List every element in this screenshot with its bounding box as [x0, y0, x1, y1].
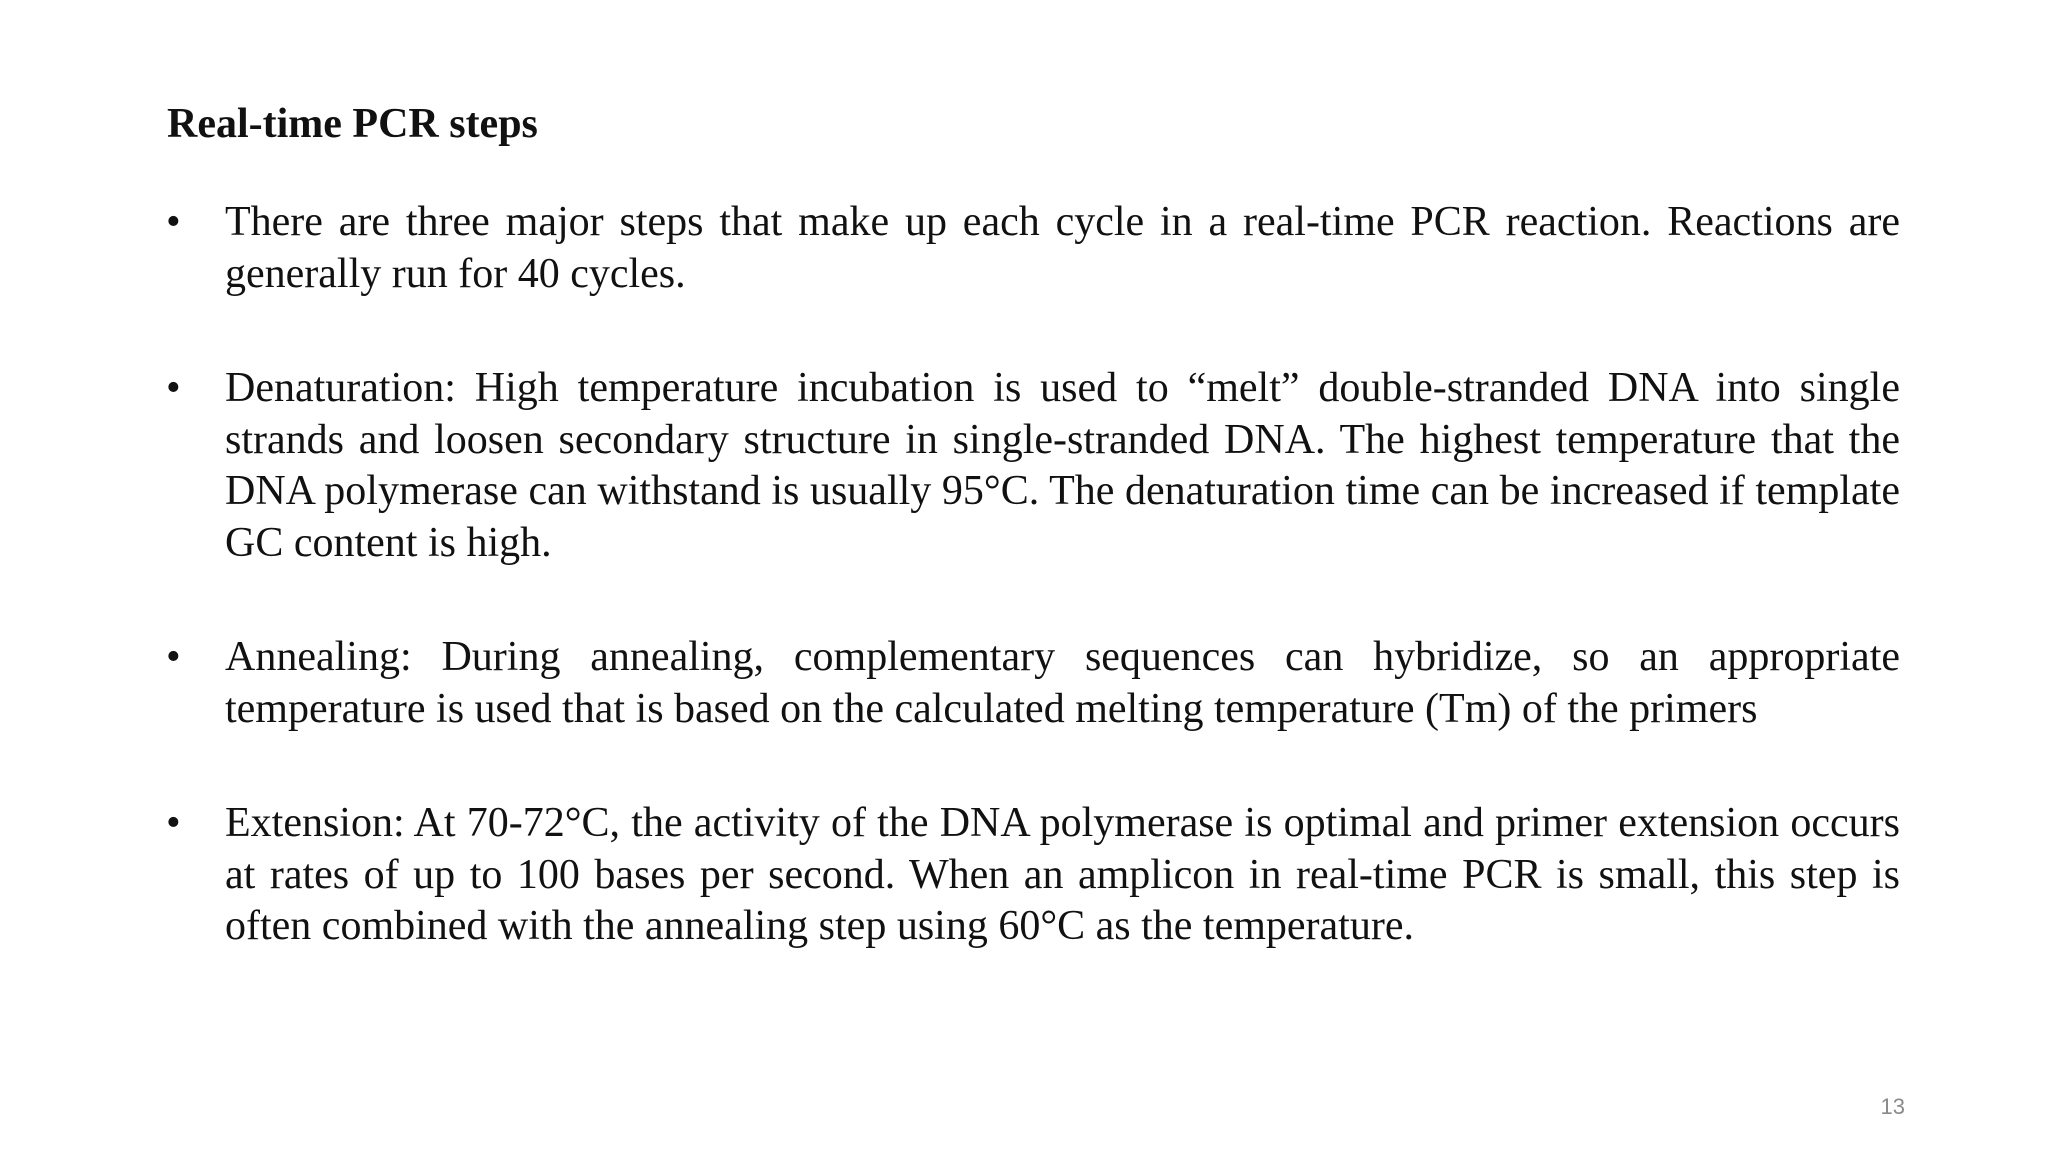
bullet-item-intro	[166, 197, 1900, 300]
bullet-icon: •	[166, 634, 181, 680]
bullet-text: Annealing: During annealing, complementary sequences can hybridize, so an appropriate temperature is used that is based on the calculated melting temperature (Tm) of the primers	[225, 634, 1900, 732]
slide-title: Real-time PCR steps	[167, 101, 538, 147]
bullet-item-annealing	[166, 632, 1900, 735]
bullet-list	[166, 197, 1900, 953]
bullet-item-extension	[166, 798, 1900, 953]
bullet-text: Denaturation: High temperature incubation is used to “melt” double-stranded DNA into single strands and loosen secondary structure in single-stranded DNA. The highest temperature that the DNA polymerase can withstand is usually 95°C. The denaturation time can be increased if template GC content is high.	[225, 365, 1900, 566]
bullet-icon: •	[166, 199, 181, 245]
bullet-item-denaturation	[166, 363, 1900, 569]
bullet-text: There are three major steps that make up each cycle in a real-time PCR reaction. Reactions are generally run for 40 cycles.	[225, 199, 1900, 297]
bullet-text: Extension: At 70-72°C, the activity of the DNA polymerase is optimal and primer extension occurs at rates of up to 100 bases per second. When an amplicon in real-time PCR is small, this step is often combined with the annealing step using 60°C as the temperature.	[225, 800, 1900, 949]
bullet-icon: •	[166, 365, 181, 411]
page-number: 13	[1880, 1094, 1905, 1119]
bullet-icon: •	[166, 800, 181, 846]
